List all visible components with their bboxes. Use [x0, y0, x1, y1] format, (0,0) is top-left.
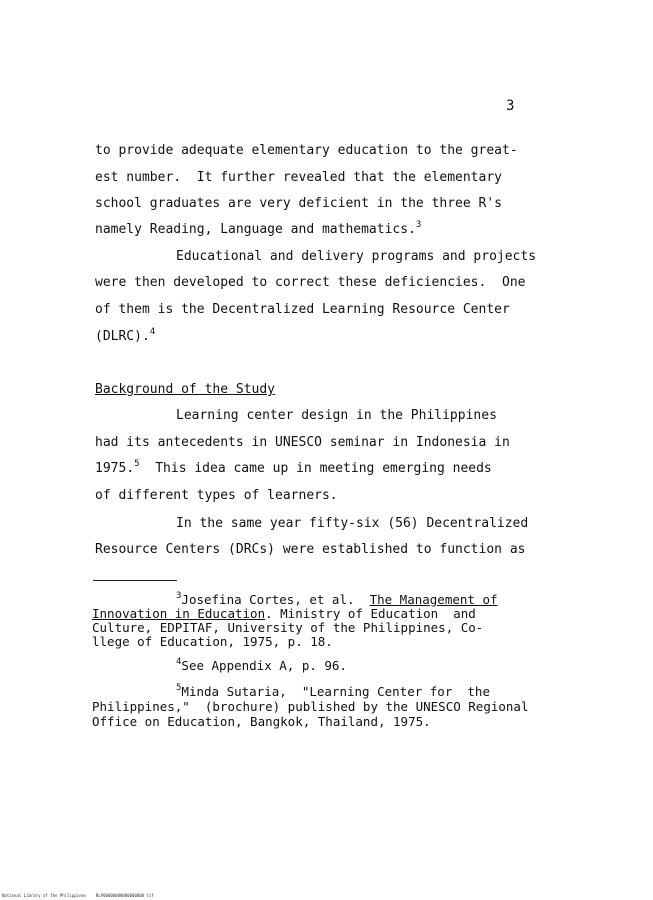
- footnote-marker: 4: [149, 327, 156, 337]
- footnote-marker: 3: [415, 220, 422, 230]
- footnote-3-line: [92, 606, 476, 621]
- text-line: had its antecedents in UNESCO seminar in Indonesia in: [95, 435, 510, 450]
- footnote-marker: 5: [134, 459, 140, 469]
- footnote-5-line: Office on Education, Bangkok, Thailand, 1975.: [92, 714, 431, 729]
- scan-footer: National Library of the Philippines NLP00000000000000000 tif: [2, 893, 154, 898]
- text-line: school graduates are very deficient in the three R's: [95, 196, 502, 211]
- text-segment: (DLRC).: [95, 329, 150, 344]
- text-segment: namely Reading, Language and mathematics.: [95, 222, 416, 237]
- book-title: The Management of: [369, 592, 498, 607]
- book-title: Innovation in Education: [92, 606, 266, 621]
- text-line: est number. It further revealed that the elementary: [95, 170, 502, 185]
- text-line: Educational and delivery programs and projects: [176, 249, 537, 264]
- text-line: Resource Centers (DRCs) were established to function as: [95, 542, 526, 557]
- text-segment: See Appendix A, p. 96.: [181, 658, 347, 673]
- text-segment: This idea came up in meeting emerging needs: [139, 461, 492, 476]
- text-line: Learning center design in the Philippines: [176, 408, 497, 423]
- text-segment: 1975.: [95, 461, 135, 476]
- text-line: In the same year fifty-six (56) Decentralized: [176, 516, 529, 531]
- text-line: of different types of learners.: [95, 488, 338, 503]
- footnote-5-line: Philippines," (brochure) published by the UNESCO Regional: [92, 699, 529, 714]
- footnote-5-line: [176, 684, 490, 699]
- footnote-number: 3: [176, 591, 182, 601]
- footnote-number: 5: [176, 683, 182, 693]
- footnote-3-line: llege of Education, 1975, p. 18.: [92, 634, 333, 649]
- footnote-divider: [93, 580, 177, 581]
- text-line: to provide adequate elementary education to the great-: [95, 143, 518, 158]
- text-line: of them is the Decentralized Learning Resource Center: [95, 302, 510, 317]
- text-line: were then developed to correct these deficiencies. One: [95, 275, 526, 290]
- text-line: [95, 461, 492, 477]
- footnote-3-line: [176, 592, 498, 607]
- section-heading: Background of the Study: [95, 382, 276, 397]
- page-number: 3: [506, 98, 515, 114]
- text-segment: Josefina Cortes, et al.: [181, 592, 370, 607]
- text-segment: . Ministry of Education and: [265, 606, 476, 621]
- footnote-3-line: Culture, EDPITAF, University of the Philippines, Co-: [92, 620, 484, 635]
- footnote-4-line: [176, 658, 347, 673]
- text-segment: Minda Sutaria, "Learning Center for the: [181, 684, 490, 699]
- text-line: [95, 222, 421, 238]
- footnote-number: 4: [176, 657, 182, 667]
- text-line: [95, 329, 155, 345]
